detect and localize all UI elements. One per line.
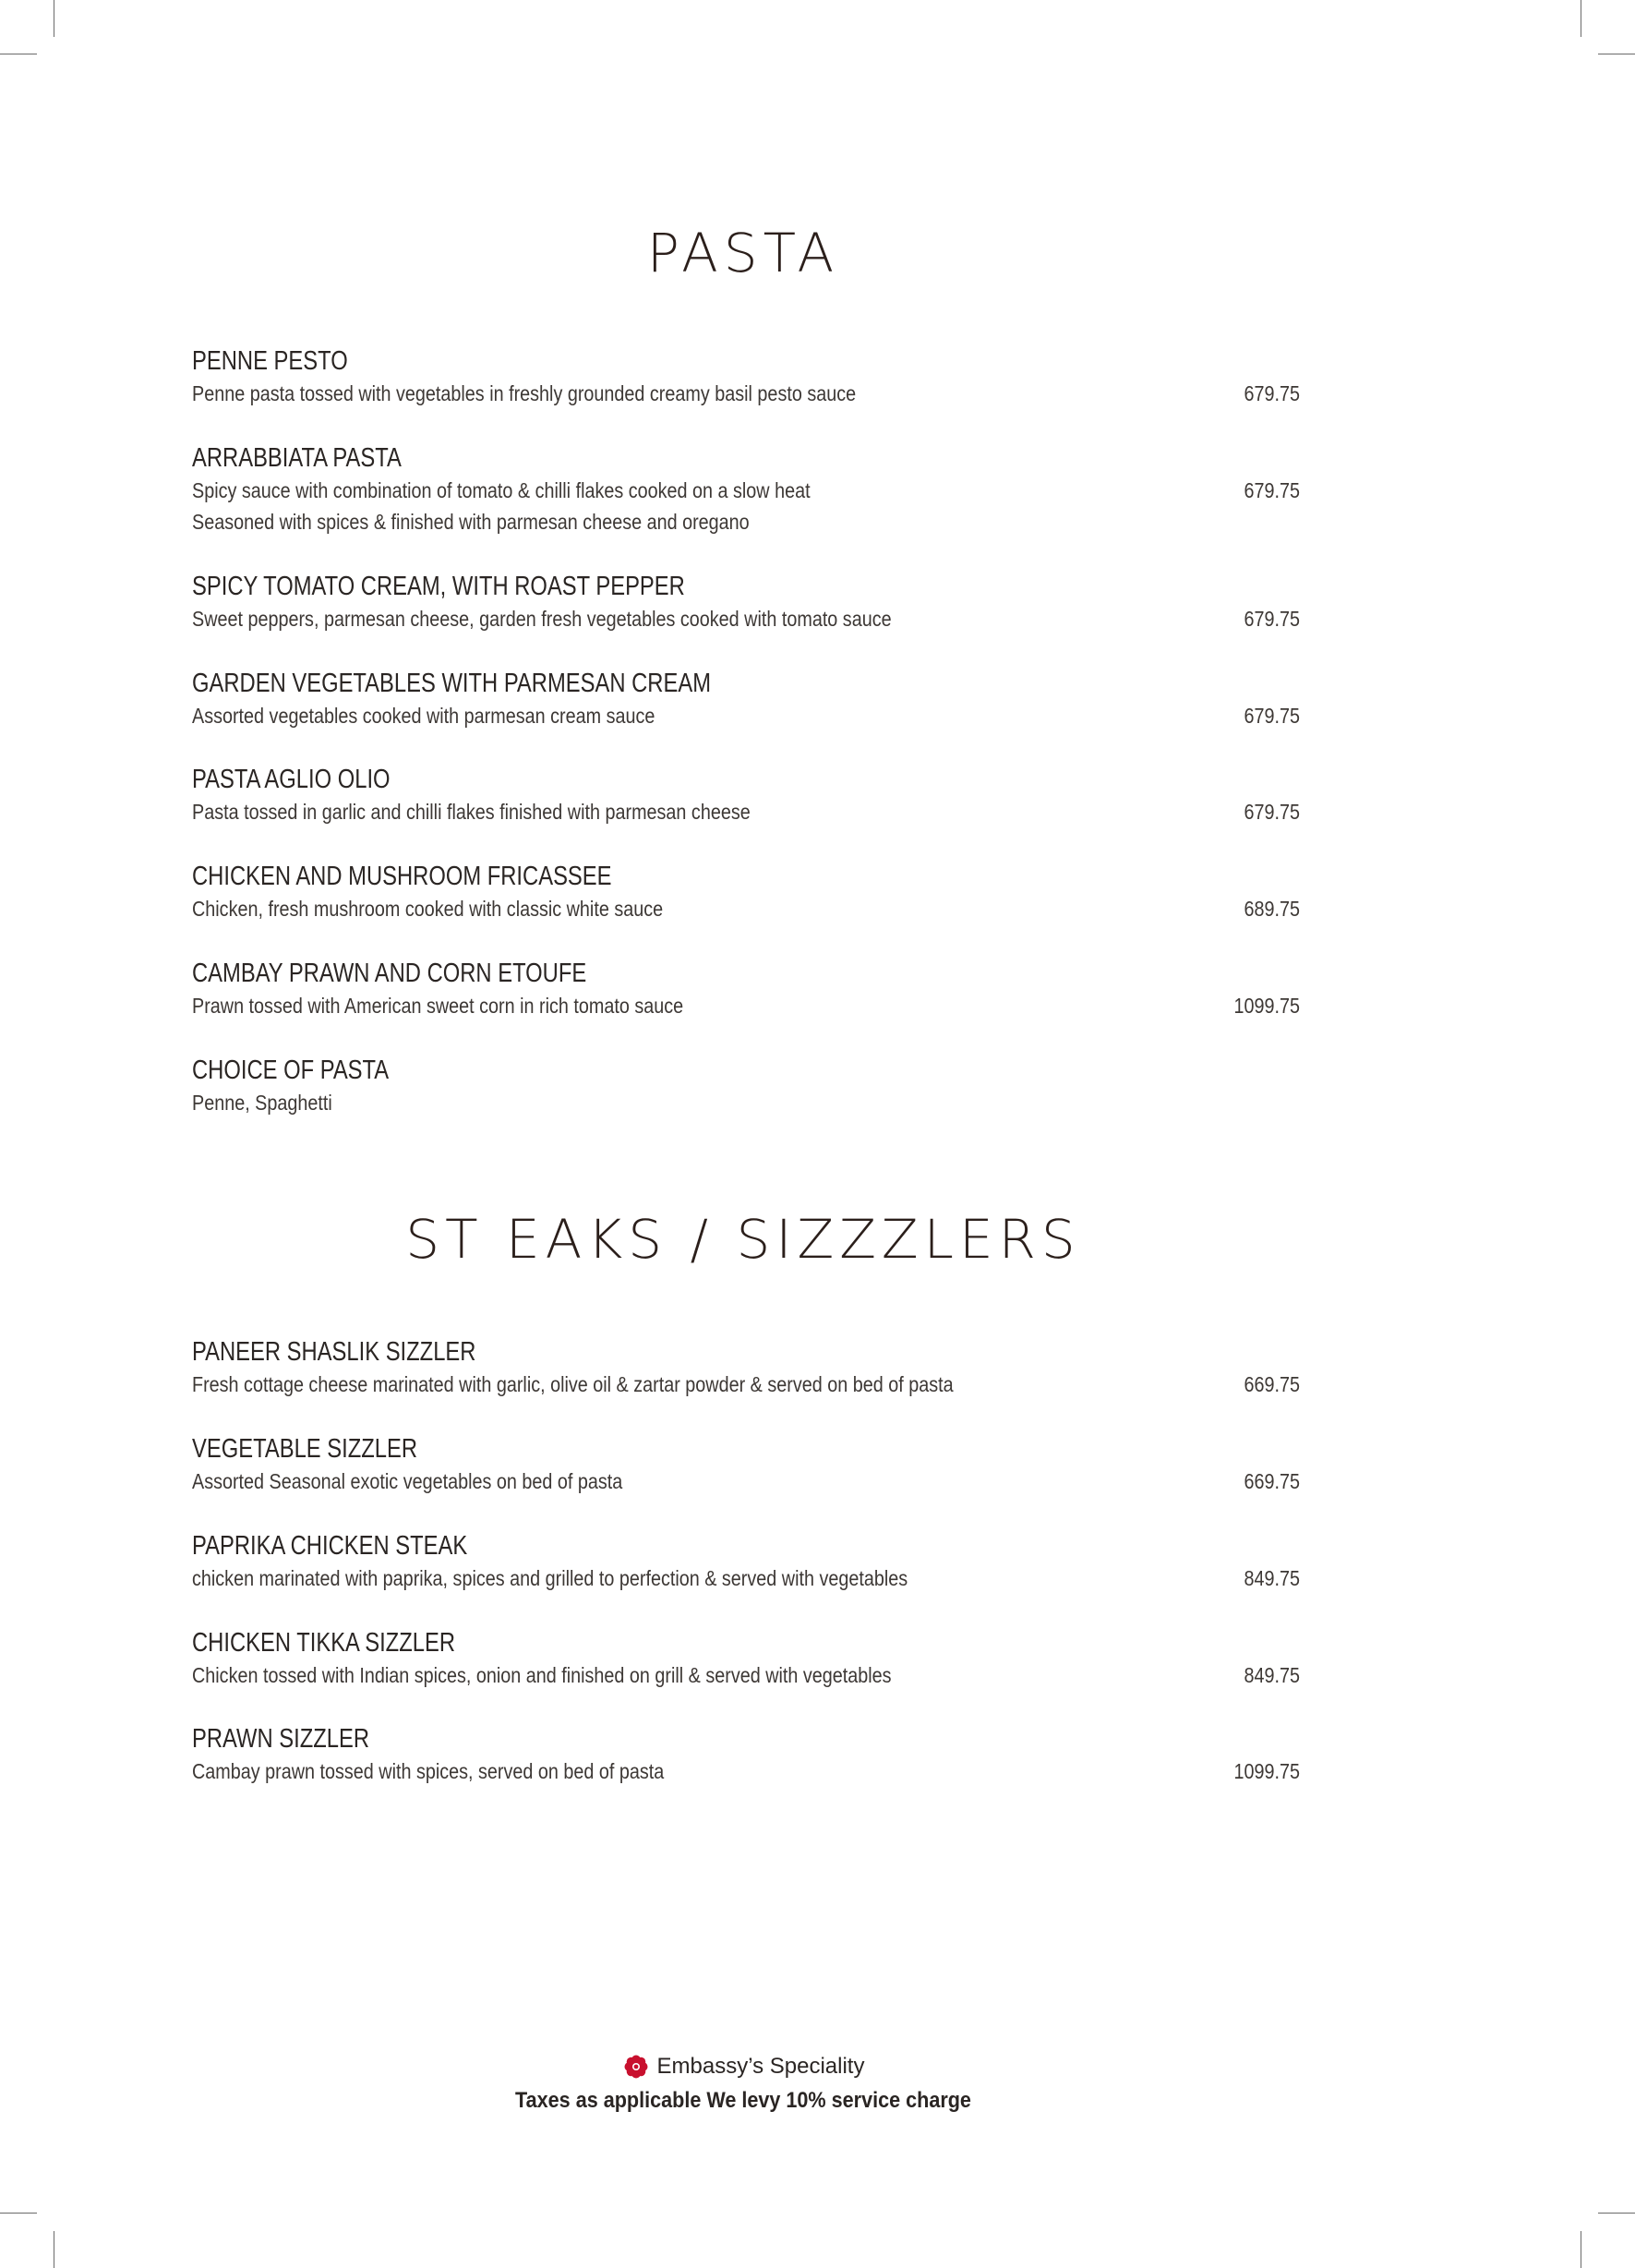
item-price: 669.75 bbox=[1244, 1469, 1300, 1493]
menu-item bbox=[192, 1054, 1300, 1118]
menu-item bbox=[192, 763, 1300, 827]
menu-item bbox=[192, 957, 1300, 1021]
item-description: Penne pasta tossed with vegetables in freshly grounded creamy basil pesto sauce bbox=[192, 381, 857, 405]
item-price: 689.75 bbox=[1244, 897, 1300, 921]
item-description: Seasoned with spices & finished with parmesan cheese and oregano bbox=[192, 510, 750, 534]
item-price: 679.75 bbox=[1244, 478, 1300, 502]
menu-item bbox=[192, 1529, 1300, 1594]
item-description: Prawn tossed with American sweet corn in rich tomato sauce bbox=[192, 994, 684, 1018]
item-description: Chicken, fresh mushroom cooked with classic white sauce bbox=[192, 897, 664, 921]
menu-item bbox=[192, 344, 1300, 409]
item-name: PASTA AGLIO OLIO bbox=[192, 765, 391, 794]
item-description: Fresh cottage cheese marinated with garlic, olive oil & zartar powder & served on bed of pasta bbox=[192, 1372, 954, 1396]
item-price: 849.75 bbox=[1244, 1663, 1300, 1687]
flower-icon bbox=[622, 2053, 650, 2081]
item-price: 1099.75 bbox=[1233, 1759, 1300, 1783]
item-price: 669.75 bbox=[1244, 1372, 1300, 1396]
item-description: Sweet peppers, parmesan cheese, garden fresh vegetables cooked with tomato sauce bbox=[192, 607, 892, 631]
item-name: PAPRIKA CHICKEN STEAK bbox=[192, 1531, 468, 1561]
item-price: 679.75 bbox=[1244, 800, 1300, 824]
item-name: CAMBAY PRAWN AND CORN ETOUFE bbox=[192, 959, 587, 988]
item-name: ARRABBIATA PASTA bbox=[192, 443, 402, 473]
menu-item bbox=[192, 1335, 1300, 1400]
item-name: SPICY TOMATO CREAM, WITH ROAST PEPPER bbox=[192, 572, 685, 601]
item-price: 679.75 bbox=[1244, 381, 1300, 405]
item-name: CHICKEN AND MUSHROOM FRICASSEE bbox=[192, 862, 612, 891]
menu-item bbox=[192, 1432, 1300, 1497]
item-description: Penne, Spaghetti bbox=[192, 1091, 332, 1115]
speciality-legend bbox=[622, 2051, 865, 2082]
item-description: Pasta tossed in garlic and chilli flakes finished with parmesan cheese bbox=[192, 800, 751, 824]
menu-item bbox=[192, 441, 1300, 537]
menu-item bbox=[192, 860, 1300, 924]
item-price: 679.75 bbox=[1244, 704, 1300, 728]
item-description: Cambay prawn tossed with spices, served on bed of pasta bbox=[192, 1759, 665, 1783]
item-name: CHOICE OF PASTA bbox=[192, 1056, 390, 1085]
item-price: 849.75 bbox=[1244, 1566, 1300, 1590]
item-name: PANEER SHASLIK SIZZLER bbox=[192, 1337, 476, 1367]
item-description: chicken marinated with paprika, spices and grilled to perfection & served with vegetables bbox=[192, 1566, 908, 1590]
menu-item bbox=[192, 667, 1300, 731]
item-name: VEGETABLE SIZZLER bbox=[192, 1434, 418, 1464]
item-name: CHICKEN TIKKA SIZZLER bbox=[192, 1628, 455, 1658]
item-description: Spicy sauce with combination of tomato & chilli flakes cooked on a slow heat bbox=[192, 478, 811, 502]
crop-mark bbox=[1598, 2213, 1635, 2214]
item-description: Assorted vegetables cooked with parmesan cream sauce bbox=[192, 704, 655, 728]
item-description: Assorted Seasonal exotic vegetables on bed of pasta bbox=[192, 1469, 623, 1493]
tax-note: Taxes as applicable We levy 10% service charge bbox=[515, 2088, 971, 2113]
item-name: GARDEN VEGETABLES WITH PARMESAN CREAM bbox=[192, 669, 712, 698]
item-description: Chicken tossed with Indian spices, onion and finished on grill & served with vegetables bbox=[192, 1663, 892, 1687]
menu-item bbox=[192, 1626, 1300, 1691]
section-title-steaks: ST EAKS / SIZZZLERS bbox=[405, 1208, 1081, 1271]
footer bbox=[0, 2051, 1486, 2117]
item-name: PRAWN SIZZLER bbox=[192, 1724, 370, 1754]
section-title-pasta: PASTA bbox=[646, 222, 840, 284]
menu-item bbox=[192, 570, 1300, 634]
item-name: PENNE PESTO bbox=[192, 346, 348, 376]
speciality-label: Embassy’s Speciality bbox=[656, 2054, 865, 2079]
crop-mark bbox=[0, 2213, 37, 2214]
item-price: 1099.75 bbox=[1233, 994, 1300, 1018]
menu-item bbox=[192, 1722, 1300, 1787]
item-price: 679.75 bbox=[1244, 607, 1300, 631]
